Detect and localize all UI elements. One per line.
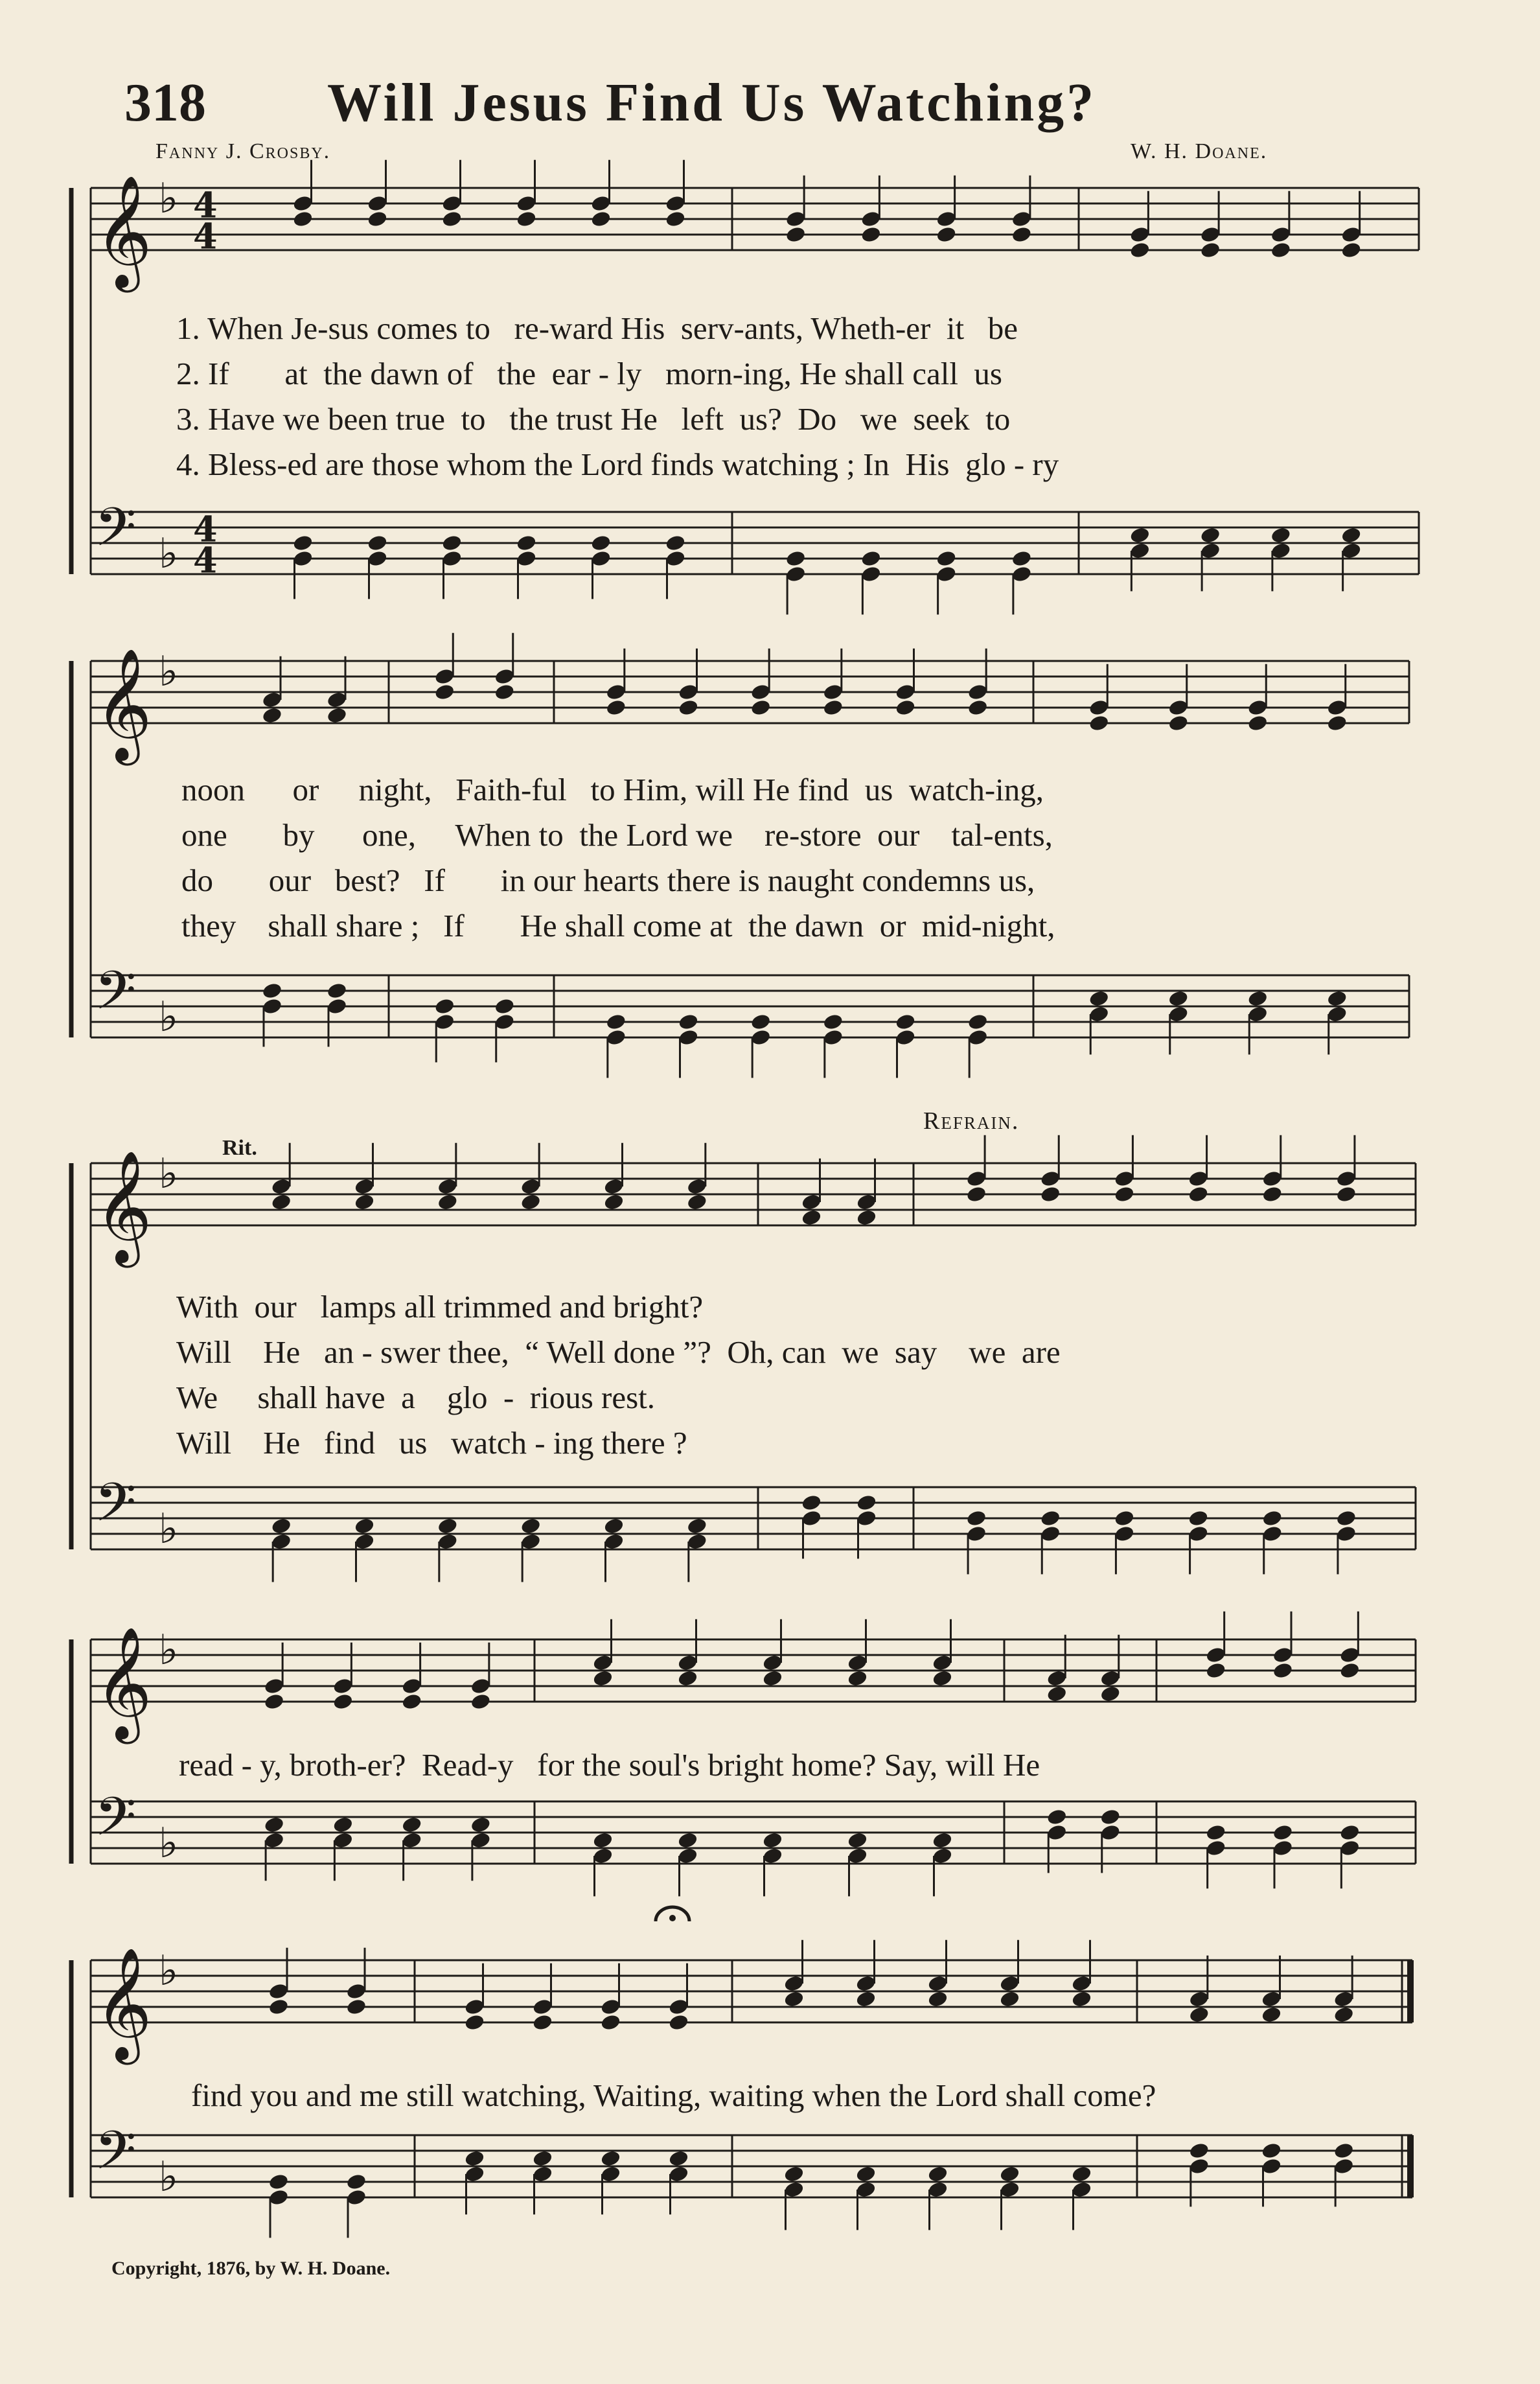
hymn-title: Will Jesus Find Us Watching? <box>327 73 1097 133</box>
note-head <box>847 1831 868 1849</box>
note-head <box>1088 714 1110 732</box>
note-head <box>822 1013 844 1031</box>
note-head <box>686 1193 707 1211</box>
note-head <box>668 2013 689 2031</box>
treble-clef-icon: 𝄞 <box>95 1626 152 1739</box>
note-head <box>1247 714 1269 732</box>
note-head <box>999 1990 1020 2008</box>
note-head <box>494 997 515 1015</box>
note-head <box>665 534 686 552</box>
note-head <box>822 699 844 717</box>
note-head <box>1205 1823 1226 1842</box>
key-flat-icon: ♭ <box>159 1150 179 1198</box>
key-flat-icon: ♭ <box>159 1947 179 1995</box>
final-bar-line <box>1407 1960 1414 2022</box>
note-head <box>605 699 626 717</box>
note-head <box>999 2165 1020 2183</box>
note-head <box>1114 1509 1135 1527</box>
note-head <box>1247 989 1269 1008</box>
note-head <box>1339 1823 1361 1842</box>
lyric-line: 4. Bless-ed are those whom the Lord finds watching ; In His glo - ry <box>176 446 1059 482</box>
note-head <box>1011 550 1032 568</box>
note-head <box>516 534 537 552</box>
treble-clef-icon: 𝄞 <box>95 1947 152 2060</box>
note-head <box>532 2013 553 2031</box>
note-head <box>600 2149 621 2168</box>
note-head <box>590 210 612 228</box>
note-head <box>686 1517 707 1535</box>
note-head <box>856 1209 877 1227</box>
note-head <box>367 210 388 228</box>
note-head <box>1040 1185 1061 1203</box>
copyright-notice: Copyright, 1876, by W. H. Doane. <box>111 2258 391 2279</box>
composer-credit: W. H. Doane. <box>1131 139 1268 163</box>
bass-clef-icon: 𝄢 <box>95 2119 137 2195</box>
note-head <box>932 1669 953 1687</box>
note-head <box>1188 2006 1210 2024</box>
time-signature-top: 4 <box>193 508 218 550</box>
note-head <box>532 2149 553 2168</box>
note-head <box>927 2165 948 2183</box>
note-head <box>1339 1661 1361 1680</box>
lyric-line: 3. Have we been true to the trust He left us? Do we seek to <box>176 401 1011 437</box>
note-head <box>855 2165 877 2183</box>
note-head <box>860 226 882 244</box>
note-head <box>750 1013 772 1031</box>
note-head <box>292 534 314 552</box>
note-head <box>665 210 686 228</box>
treble-clef-icon: 𝄞 <box>95 648 152 761</box>
note-head <box>401 1816 422 1834</box>
lyric-line: 1. When Je-sus comes to re-ward His serv-ants, Wheth-er it be <box>176 310 1018 346</box>
note-head <box>437 1193 458 1211</box>
lyric-line: With our lamps all trimmed and bright? <box>176 1289 704 1325</box>
note-head <box>268 1998 289 2016</box>
note-head <box>1071 2165 1092 2183</box>
note-head <box>1167 714 1189 732</box>
note-head <box>434 683 455 701</box>
note-head <box>261 706 282 724</box>
note-head <box>750 699 772 717</box>
note-head <box>354 1193 375 1211</box>
note-head <box>966 1509 987 1527</box>
note-head <box>855 1990 877 2008</box>
note-head <box>592 1669 614 1687</box>
note-head <box>590 534 612 552</box>
note-head <box>292 210 314 228</box>
bass-clef-icon: 𝄢 <box>95 1785 137 1861</box>
note-head <box>264 1693 285 1711</box>
note-head <box>326 982 347 1000</box>
key-flat-icon: ♭ <box>159 2153 179 2201</box>
note-head <box>464 2149 485 2168</box>
note-head <box>441 534 463 552</box>
time-signature-bottom: 4 <box>193 215 218 257</box>
note-head <box>603 1517 625 1535</box>
note-head <box>1261 1509 1283 1527</box>
note-head <box>494 683 515 701</box>
note-head <box>1272 1661 1293 1680</box>
note-head <box>785 550 807 568</box>
time-signature-top: 4 <box>193 184 218 226</box>
note-head <box>401 1693 422 1711</box>
note-head <box>668 2149 689 2168</box>
note-head <box>1011 226 1032 244</box>
note-head <box>966 1185 987 1203</box>
note-head <box>441 210 463 228</box>
note-head <box>1129 526 1151 544</box>
time-signature-bottom: 4 <box>193 539 218 581</box>
note-head <box>1188 2142 1210 2160</box>
lyric-line: do our best? If in our hearts there is naught condemns us, <box>181 862 1035 898</box>
note-head <box>801 1209 822 1227</box>
note-head <box>936 550 957 568</box>
note-head <box>345 1998 367 2016</box>
note-head <box>1099 1685 1121 1703</box>
note-head <box>1114 1185 1135 1203</box>
note-head <box>1088 989 1110 1008</box>
note-head <box>1046 1685 1068 1703</box>
note-head <box>783 2165 805 2183</box>
note-head <box>762 1669 783 1687</box>
note-head <box>367 534 388 552</box>
refrain-label: Refrain. <box>923 1107 1020 1135</box>
note-head <box>1167 989 1189 1008</box>
note-head <box>1261 2142 1282 2160</box>
lyric-line: Will He an - swer thee, “ Well done ”? Oh, can we say we are <box>176 1334 1061 1370</box>
note-head <box>332 1816 354 1834</box>
note-head <box>516 210 537 228</box>
note-head <box>326 706 347 724</box>
note-head <box>271 1193 292 1211</box>
note-head <box>592 1831 614 1849</box>
note-head <box>785 226 807 244</box>
note-head <box>927 1990 948 2008</box>
note-head <box>1272 1823 1293 1842</box>
key-flat-icon: ♭ <box>159 993 179 1041</box>
bass-clef-icon: 𝄢 <box>95 1471 137 1547</box>
lyric-line: find you and me still watching, Waiting, waiting when the Lord shall come? <box>191 2077 1156 2113</box>
note-head <box>261 982 282 1000</box>
note-head <box>677 1669 698 1687</box>
lyric-line: We shall have a glo - rious rest. <box>176 1380 656 1415</box>
note-head <box>967 699 989 717</box>
treble-clef-icon: 𝄞 <box>95 1150 152 1263</box>
note-head <box>1326 989 1348 1008</box>
note-head <box>1205 1661 1226 1680</box>
note-head <box>520 1517 542 1535</box>
note-head <box>437 1517 458 1535</box>
lyric-line: noon or night, Faith-ful to Him, will He find us watch-ing, <box>181 772 1044 807</box>
note-head <box>677 1831 698 1849</box>
author-credit: Fanny J. Crosby. <box>155 139 331 163</box>
note-head <box>783 1990 805 2008</box>
bass-clef-icon: 𝄢 <box>95 496 137 572</box>
note-head <box>354 1517 375 1535</box>
lyric-line: read - y, broth-er? Read-y for the soul's bright home? Say, will He <box>179 1747 1040 1783</box>
note-head <box>762 1831 783 1849</box>
note-head <box>464 2013 485 2031</box>
note-head <box>860 550 882 568</box>
key-flat-icon: ♭ <box>159 1626 179 1674</box>
ritardando-marking: Rit. <box>222 1136 257 1160</box>
note-head <box>1200 241 1221 259</box>
lyric-line: one by one, When to the Lord we re-store our tal-ents, <box>181 817 1053 853</box>
note-head <box>1040 1509 1061 1527</box>
note-head <box>932 1831 953 1849</box>
note-head <box>1335 1185 1357 1203</box>
lyric-line: 2. If at the dawn of the ear - ly morn-ing, He shall call us <box>176 356 1003 391</box>
final-bar-line <box>1407 2135 1414 2197</box>
key-flat-icon: ♭ <box>159 175 179 223</box>
bass-clef-icon: 𝄢 <box>95 959 137 1035</box>
note-head <box>1046 1808 1068 1826</box>
note-head <box>967 1013 989 1031</box>
note-head <box>1200 526 1221 544</box>
note-head <box>332 1693 354 1711</box>
key-flat-icon: ♭ <box>159 1505 179 1553</box>
note-head <box>271 1517 292 1535</box>
note-head <box>1188 1185 1209 1203</box>
note-head <box>470 1693 491 1711</box>
note-head <box>1333 2006 1355 2024</box>
note-head <box>264 1816 285 1834</box>
lyric-line: they shall share ; If He shall come at the dawn or mid-night, <box>181 908 1055 943</box>
note-head <box>895 699 916 717</box>
note-head <box>678 1013 699 1031</box>
note-head <box>1261 2006 1282 2024</box>
note-head <box>470 1816 491 1834</box>
hymn-number: 318 <box>124 73 206 133</box>
note-head <box>434 997 455 1015</box>
note-head <box>678 699 699 717</box>
note-head <box>1270 526 1291 544</box>
note-head <box>600 2013 621 2031</box>
note-head <box>936 226 957 244</box>
note-head <box>801 1494 822 1512</box>
note-head <box>1335 1509 1357 1527</box>
note-head <box>268 2173 289 2191</box>
note-head <box>1129 241 1151 259</box>
note-head <box>603 1193 625 1211</box>
note-head <box>1333 2142 1355 2160</box>
note-head <box>895 1013 916 1031</box>
key-flat-icon: ♭ <box>159 530 179 578</box>
note-head <box>1326 714 1348 732</box>
treble-clef-icon: 𝄞 <box>95 175 152 288</box>
note-head <box>605 1013 626 1031</box>
lyric-line: Will He find us watch - ing there ? <box>176 1425 687 1461</box>
key-flat-icon: ♭ <box>159 1820 179 1868</box>
key-flat-icon: ♭ <box>159 648 179 696</box>
note-head <box>1099 1808 1121 1826</box>
note-head <box>1261 1185 1283 1203</box>
note-head <box>1270 241 1291 259</box>
note-head <box>856 1494 877 1512</box>
note-head <box>520 1193 542 1211</box>
note-head <box>1340 241 1362 259</box>
note-head <box>1188 1509 1209 1527</box>
fermata-dot <box>669 1915 676 1921</box>
note-head <box>345 2173 367 2191</box>
note-head <box>1340 526 1362 544</box>
note-head <box>847 1669 868 1687</box>
note-head <box>1071 1990 1092 2008</box>
